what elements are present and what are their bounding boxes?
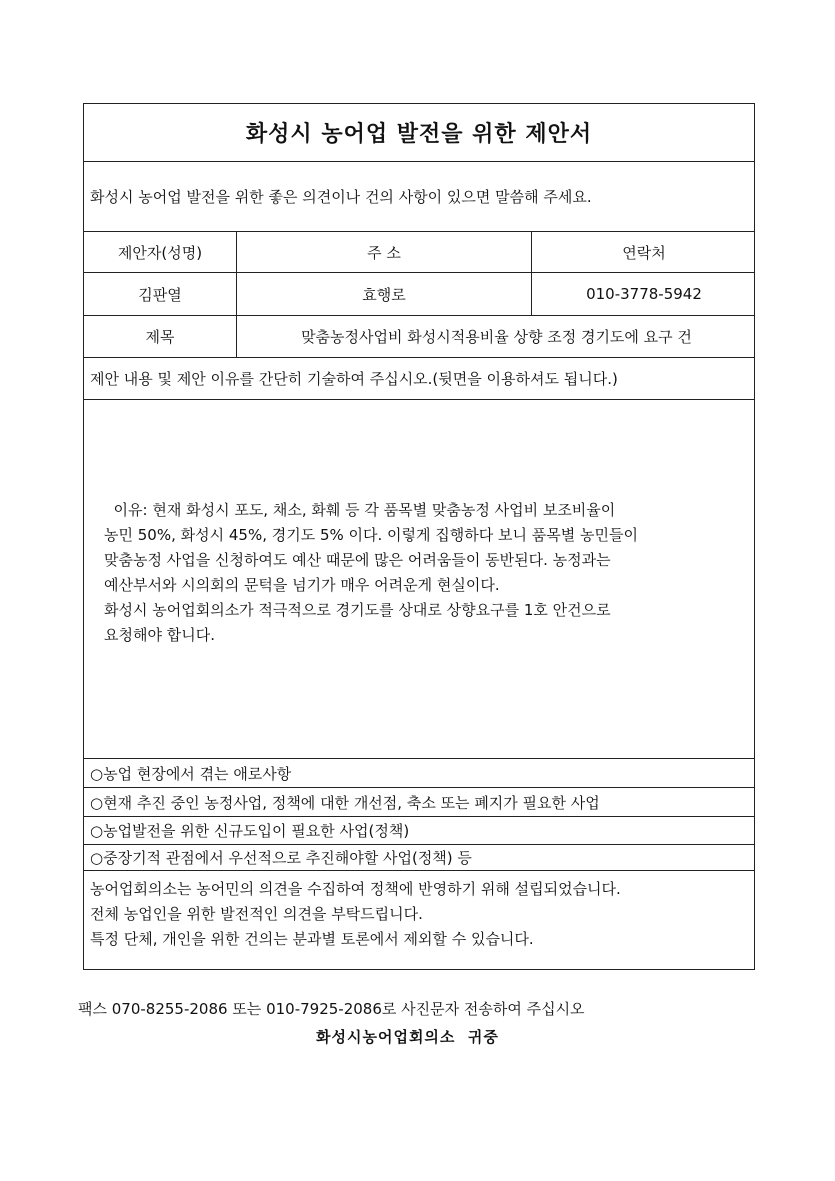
note-line: 농어업회의소는 농어민의 의견을 수집하여 정책에 반영하기 위해 설립되었습니다.	[90, 880, 621, 898]
address-header: 주 소	[237, 232, 532, 272]
fax-instruction: 팩스 070-8255-2086 또는 010-7925-2086로 사진문자 전송하여 주십시오	[78, 1000, 585, 1018]
notes-block	[90, 877, 621, 952]
header-row	[84, 232, 754, 273]
contact-header: 연락처	[622, 243, 666, 262]
checklist-item: ○중장기적 관점에서 우선적으로 추진해야할 사업(정책) 등	[90, 849, 472, 867]
title-row	[84, 104, 754, 162]
contact-value: 010-3778-5942	[586, 285, 702, 303]
note-line: 전체 농업인을 위한 발전적인 의견을 부탁드립니다.	[90, 905, 423, 923]
intro-row	[84, 162, 754, 232]
proposer-name: 김판열	[84, 273, 237, 315]
recipient: 화성시농어업회의소 귀중	[316, 1028, 499, 1046]
instruction-row	[84, 358, 754, 400]
content-line: 예산부서와 시의회의 문턱을 넘기가 매우 어려운게 현실이다.	[104, 576, 500, 594]
checklist-row	[84, 817, 754, 845]
notes-row	[84, 871, 754, 969]
proposer-header: 제안자(성명)	[84, 232, 237, 272]
checklist-row	[84, 845, 754, 871]
proposal-form	[83, 103, 755, 970]
form-title: 화성시 농어업 발전을 위한 제안서	[245, 122, 593, 147]
proposal-content	[104, 498, 744, 648]
content-line: 화성시 농어업회의소가 적극적으로 경기도를 상대로 상향요구를 1호 안건으로	[104, 601, 611, 619]
instruction-text: 제안 내용 및 제안 이유를 간단히 기술하여 주십시오.(뒷면을 이용하셔도 됩니다.)	[90, 370, 618, 388]
content-line: 맞춤농정 사업을 신청하여도 예산 때문에 많은 어려움들이 동반된다. 농정과는	[104, 551, 611, 569]
checklist-row	[84, 759, 754, 788]
content-line: 농민 50%, 화성시 45%, 경기도 5% 이다. 이렇게 집행하다 보니 품목별 농민들이	[104, 526, 638, 544]
subject-value: 맞춤농정사업비 화성시적용비율 상향 조정 경기도에 요구 건	[301, 328, 692, 346]
note-line: 특정 단체, 개인을 위한 건의는 분과별 토론에서 제외할 수 있습니다.	[90, 930, 534, 948]
content-line: 요청해야 합니다.	[104, 626, 215, 644]
address-value: 효행로	[237, 273, 532, 315]
subject-row	[84, 316, 754, 358]
content-row	[84, 400, 754, 759]
checklist-item: ○농업 현장에서 겪는 애로사항	[90, 764, 292, 783]
content-line: 이유: 현재 화성시 포도, 채소, 화훼 등 각 품목별 맞춤농정 사업비 보조비율이	[104, 501, 616, 519]
checklist-row	[84, 788, 754, 817]
checklist-item: ○현재 추진 중인 농정사업, 정책에 대한 개선점, 축소 또는 폐지가 필요한 사업	[90, 793, 600, 812]
checklist-item: ○농업발전을 위한 신규도입이 필요한 사업(정책)	[90, 822, 410, 840]
subject-label: 제목	[84, 316, 237, 357]
intro-text: 화성시 농어업 발전을 위한 좋은 의견이나 건의 사항이 있으면 말씀해 주세요.	[90, 188, 592, 206]
value-row	[84, 273, 754, 316]
